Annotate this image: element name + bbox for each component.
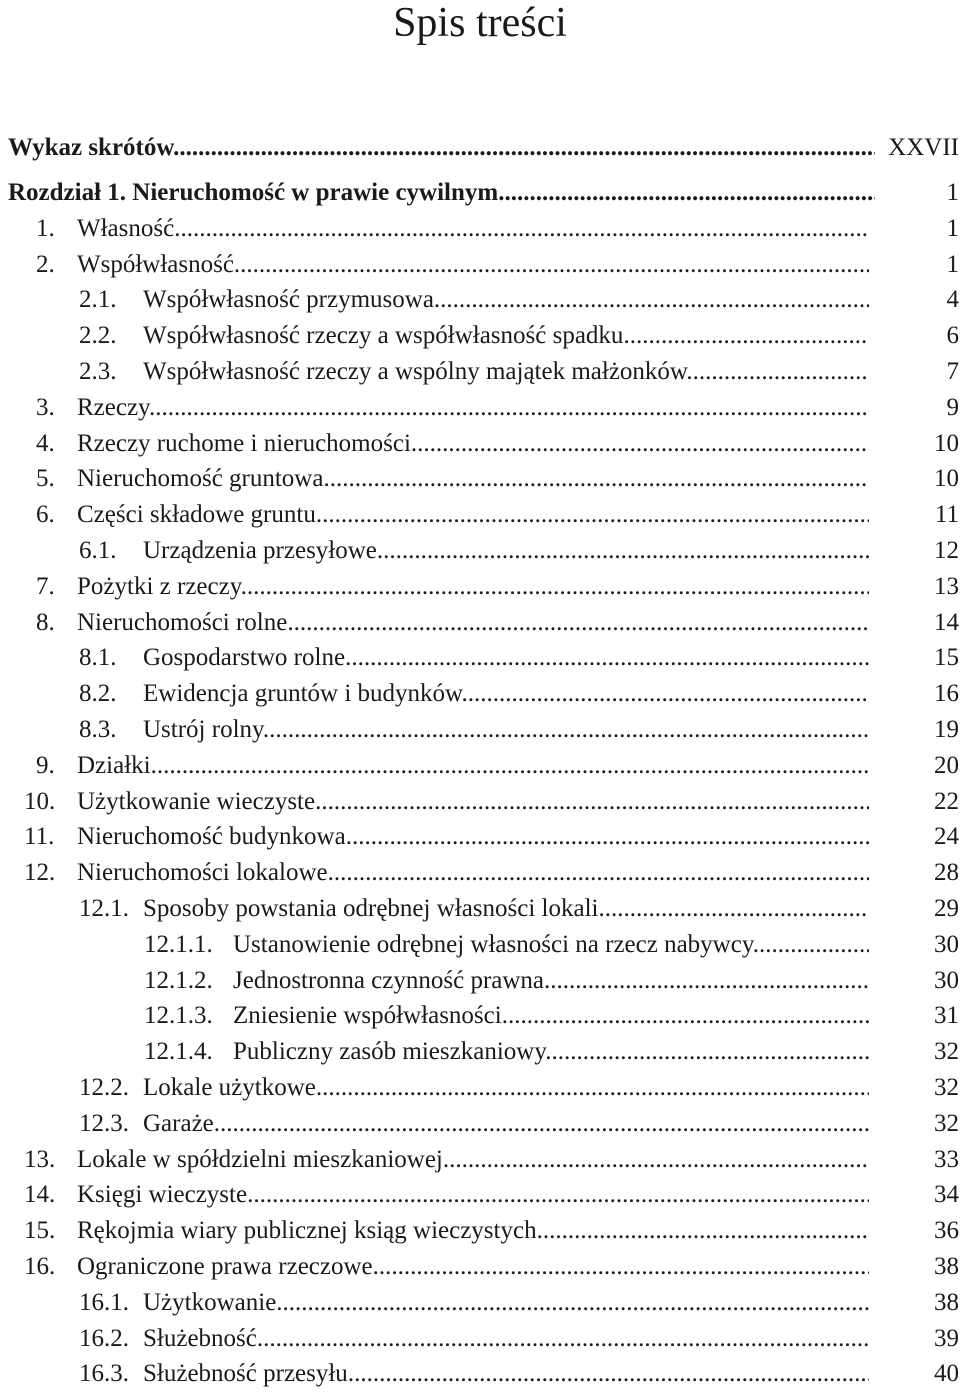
- toc-entry-label: [36, 211, 869, 247]
- toc-entry-number: 7.: [36, 572, 55, 600]
- toc-entry-title: Lokale w spółdzielni mieszkaniowej: [77, 1145, 443, 1173]
- toc-entry-title: Rozdział 1. Nieruchomość w prawie cywilnym: [8, 179, 499, 206]
- toc-entry-page-number: 36: [934, 1217, 959, 1245]
- toc-entry-title: Księgi wieczyste: [77, 1181, 248, 1209]
- toc-entry-label: [24, 1142, 869, 1178]
- toc-entry-number: 1.: [36, 214, 55, 242]
- toc-entry-title: Nieruchomości lokalowe: [77, 859, 328, 887]
- toc-entry-title: Nieruchomość budynkowa: [77, 823, 346, 851]
- toc-entry-page-number: 22: [934, 787, 959, 815]
- toc-entry[interactable]: [0, 247, 959, 283]
- toc-entry-label: [24, 1213, 869, 1249]
- toc-entry-number: 12.1.: [79, 895, 129, 922]
- toc-entry-label: [36, 461, 869, 497]
- toc-entry-label: [79, 1070, 869, 1106]
- toc-entry[interactable]: [0, 533, 959, 569]
- toc-entry-title: Działki: [77, 751, 151, 779]
- toc-entry-page-number: 11: [934, 501, 959, 529]
- toc-entry[interactable]: [0, 426, 959, 462]
- toc-entry-number: 11.: [24, 823, 55, 851]
- toc-entry-label: [24, 819, 869, 855]
- toc-entry-page-number: 19: [934, 716, 959, 743]
- toc-entry-page-number: 31: [934, 1002, 959, 1030]
- toc-entry[interactable]: [0, 1142, 959, 1178]
- toc-entry-title: Współwłasność rzeczy a wspólny majątek małżonków: [143, 358, 687, 385]
- toc-entry-number: 14.: [24, 1181, 56, 1209]
- toc-entry[interactable]: [0, 497, 959, 533]
- toc-entry-number: 12.1.2.: [144, 966, 213, 994]
- toc-entry-page-number: 13: [934, 572, 959, 600]
- toc-entry-number: 8.2.: [79, 680, 117, 708]
- toc-entry-label: [36, 605, 869, 641]
- toc-entry-number: 12.3.: [79, 1109, 129, 1137]
- toc-entry[interactable]: [0, 712, 959, 748]
- toc-entry-number: 10.: [24, 787, 56, 815]
- toc-entry[interactable]: [0, 1106, 959, 1142]
- toc-entry-number: 2.2.: [79, 322, 117, 350]
- toc-entry-number: 16.1.: [79, 1288, 129, 1316]
- toc-entry-label: [144, 927, 869, 963]
- toc-entry-title: Współwłasność przymusowa: [143, 286, 434, 314]
- toc-entry[interactable]: [0, 569, 959, 605]
- toc-entry[interactable]: [0, 819, 959, 855]
- toc-entry-label: [144, 963, 869, 999]
- toc-entry-title: Gospodarstwo rolne: [143, 644, 346, 672]
- toc-entry-page-number: 1: [946, 250, 959, 278]
- toc-entry-label: [36, 247, 869, 283]
- toc-entry-label: [24, 784, 869, 820]
- toc-entry-number: 9.: [36, 751, 55, 779]
- toc-entry[interactable]: [0, 927, 959, 963]
- toc-entry[interactable]: [0, 605, 959, 641]
- toc-entry-page-number: 7: [946, 358, 959, 385]
- toc-entry-page-number: 39: [934, 1324, 959, 1352]
- toc-entry-number: 2.3.: [79, 358, 117, 385]
- toc-entry-title: Nieruchomości rolne: [77, 608, 288, 636]
- toc-entry[interactable]: [0, 1285, 959, 1321]
- toc-entry-number: 5.: [36, 465, 55, 493]
- toc-entry[interactable]: [0, 318, 959, 354]
- toc-entry-label: [144, 1034, 869, 1070]
- toc-entry[interactable]: [0, 282, 959, 318]
- toc-entry-number: 12.1.1.: [144, 930, 213, 958]
- toc-entry-title: Użytkowanie wieczyste: [77, 787, 316, 815]
- toc-entry-title: Ewidencja gruntów i budynków: [143, 680, 462, 708]
- toc-entry-title: Współwłasność rzeczy a współwłasność spadku: [143, 322, 624, 350]
- toc-entry[interactable]: [0, 1249, 959, 1285]
- toc-entry-number: 12.: [24, 859, 56, 887]
- toc-entry-title: Nieruchomość gruntowa: [77, 465, 324, 493]
- toc-entry-label: [36, 497, 869, 533]
- toc-entry-number: 2.1.: [79, 286, 117, 314]
- toc-entry-title: Ustrój rolny: [143, 716, 263, 743]
- toc-entry-page-number: XXVII: [888, 134, 959, 161]
- toc-entry-page-number: 28: [934, 859, 959, 887]
- toc-entry-page-number: 40: [934, 1360, 959, 1388]
- toc-entry-title: Współwłasność: [77, 250, 234, 278]
- toc-entry[interactable]: [0, 998, 959, 1034]
- toc-entry-number: 16.3.: [79, 1360, 129, 1388]
- toc-entry-page-number: 32: [934, 1109, 959, 1137]
- toc-entry[interactable]: [0, 1213, 959, 1249]
- toc-entry-page-number: 16: [934, 680, 959, 708]
- toc-entry-label: [24, 1249, 869, 1285]
- toc-entry-page-number: 38: [934, 1253, 959, 1280]
- toc-entry[interactable]: [0, 130, 959, 166]
- toc-entry[interactable]: [0, 354, 959, 390]
- toc-entry-label: [144, 998, 869, 1034]
- toc-entry-label: [24, 1177, 869, 1213]
- toc-entry-label: [8, 175, 875, 211]
- toc-entry-label: [36, 426, 869, 462]
- toc-entry[interactable]: [0, 891, 959, 927]
- page-title: Spis treści: [393, 0, 567, 46]
- toc-entry[interactable]: [0, 211, 959, 247]
- toc-entry-page-number: 14: [934, 608, 959, 636]
- toc-entry-page-number: 10: [934, 429, 959, 457]
- toc-entry[interactable]: [0, 748, 959, 784]
- toc-entry-page-number: 10: [934, 465, 959, 493]
- toc-entry-label: [79, 676, 869, 712]
- toc-entry-number: 12.2.: [79, 1074, 129, 1101]
- toc-entry[interactable]: [0, 390, 959, 426]
- toc-entry-label: [79, 282, 869, 318]
- toc-entry[interactable]: [0, 1321, 959, 1357]
- toc-entry-title: Wykaz skrótów: [8, 134, 174, 161]
- toc-entry-number: 16.: [24, 1253, 56, 1280]
- toc-entry-label: [36, 748, 869, 784]
- toc-entry-number: 12.1.4.: [144, 1038, 213, 1066]
- toc-entry-title: Części składowe gruntu: [77, 501, 316, 529]
- toc-entry-number: 2.: [36, 250, 55, 278]
- toc-entry-title: Własność: [77, 214, 175, 242]
- toc-entry-page-number: 29: [934, 895, 959, 922]
- toc-entry-title: Jednostronna czynność prawna: [233, 966, 545, 994]
- toc-entry-title: Garaże: [143, 1109, 214, 1137]
- toc-entry-page-number: 15: [934, 644, 959, 672]
- toc-entry-number: 4.: [36, 429, 55, 457]
- toc-entry-label: [79, 354, 869, 390]
- toc-entry-title: Lokale użytkowe: [143, 1074, 316, 1101]
- toc-entry-number: 6.1.: [79, 537, 117, 564]
- toc-entry-label: [79, 712, 869, 748]
- toc-entry[interactable]: [0, 1177, 959, 1213]
- toc-entry-label: [79, 891, 869, 927]
- toc-entry-page-number: 4: [946, 286, 959, 314]
- toc-entry-page-number: 30: [934, 966, 959, 994]
- toc-entry[interactable]: [0, 1070, 959, 1106]
- toc-entry-page-number: 9: [946, 393, 959, 421]
- toc-entry-number: 3.: [36, 393, 55, 421]
- toc-entry-label: [79, 1285, 869, 1321]
- toc-entry-label: [36, 390, 869, 426]
- toc-entry-page-number: 33: [934, 1145, 959, 1173]
- toc-entry-number: 6.: [36, 501, 55, 529]
- toc-entry-number: 8.: [36, 608, 55, 636]
- toc-entry-title: Publiczny zasób mieszkaniowy: [233, 1038, 546, 1066]
- toc-entry-number: 8.3.: [79, 716, 117, 743]
- toc-entry-page-number: 32: [934, 1038, 959, 1066]
- toc-entry-page-number: 1: [946, 214, 959, 242]
- toc-entry-title: Służebność: [143, 1324, 257, 1352]
- toc-entry-page-number: 30: [934, 930, 959, 958]
- toc-entry-page-number: 38: [934, 1288, 959, 1316]
- toc-entry[interactable]: [0, 1034, 959, 1070]
- toc-entry-label: [24, 855, 869, 891]
- toc-entry-label: [36, 569, 869, 605]
- toc-entry-page-number: 34: [934, 1181, 959, 1209]
- toc-entry[interactable]: [0, 676, 959, 712]
- toc-entry-label: [8, 130, 875, 166]
- toc-entry-title: Ograniczone prawa rzeczowe: [77, 1253, 373, 1280]
- toc-entry-page-number: 6: [946, 322, 959, 350]
- toc-entry-title: Sposoby powstania odrębnej własności lokali: [143, 895, 599, 922]
- toc-entry-label: [79, 640, 869, 676]
- toc-entry-title: Służebność przesyłu: [143, 1360, 348, 1388]
- toc-entry-number: 12.1.3.: [144, 1002, 213, 1030]
- toc-entry-title: Użytkowanie: [143, 1288, 277, 1316]
- toc-entry-number: 15.: [24, 1217, 56, 1245]
- toc-entry-label: [79, 533, 869, 569]
- toc-entry-page-number: 20: [934, 751, 959, 779]
- toc-entry-title: Rzeczy: [77, 393, 149, 421]
- toc-entry-number: 13.: [24, 1145, 56, 1173]
- toc-entry[interactable]: [0, 1356, 959, 1392]
- toc-entry[interactable]: [0, 461, 959, 497]
- toc-entry-label: [79, 1356, 869, 1392]
- toc-entry-label: [79, 1106, 869, 1142]
- toc-entry-title: Ustanowienie odrębnej własności na rzecz nabywcy: [233, 930, 753, 958]
- toc-entry-title: Zniesienie współwłasności: [233, 1002, 502, 1030]
- toc-entry-title: Pożytki z rzeczy: [77, 572, 241, 600]
- toc-entry[interactable]: [0, 175, 959, 211]
- toc-entry-number: 8.1.: [79, 644, 117, 672]
- toc-entry-label: [79, 1321, 869, 1357]
- toc-entry-page-number: 32: [934, 1074, 959, 1101]
- toc-entry[interactable]: [0, 640, 959, 676]
- toc-entry-title: Urządzenia przesyłowe: [143, 537, 377, 564]
- toc-entry-label: [79, 318, 869, 354]
- toc-entry-title: Rzeczy ruchome i nieruchomości: [77, 429, 411, 457]
- toc-entry-number: 16.2.: [79, 1324, 129, 1352]
- toc-entry-page-number: 12: [934, 537, 959, 564]
- toc-entry-title: Rękojmia wiary publicznej ksiąg wieczystych: [77, 1217, 537, 1245]
- toc-entry[interactable]: [0, 855, 959, 891]
- toc-entry-page-number: 24: [934, 823, 959, 851]
- toc-entry-page-number: 1: [946, 179, 959, 206]
- toc-entry[interactable]: [0, 784, 959, 820]
- toc-entry[interactable]: [0, 963, 959, 999]
